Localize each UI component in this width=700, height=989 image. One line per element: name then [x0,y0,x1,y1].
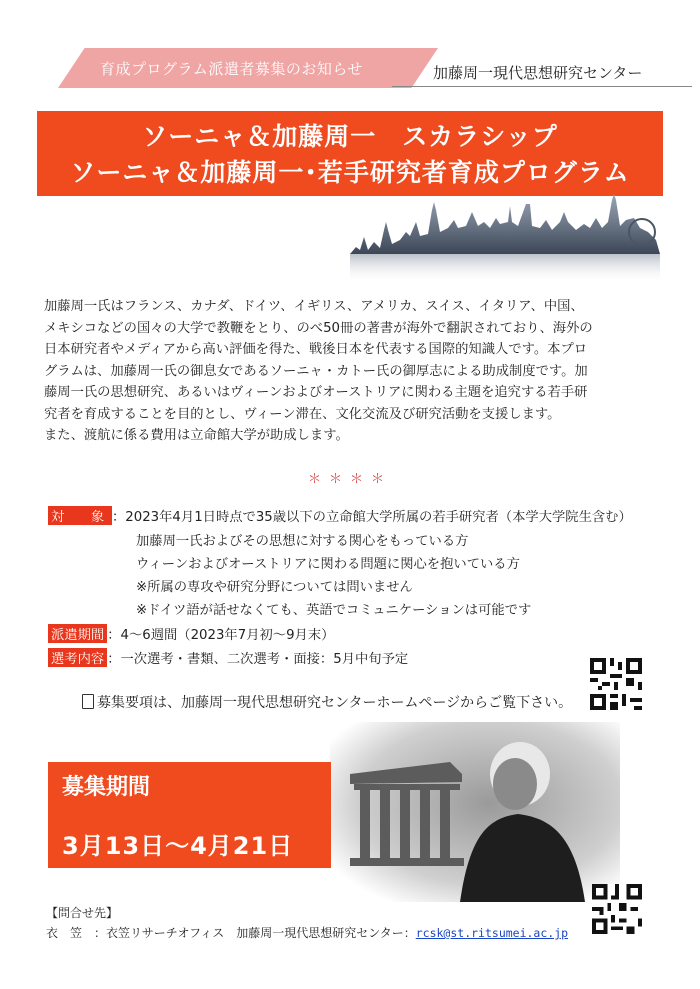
intro-line: メキシコなどの国々の大学で教鞭をとり、のべ50冊の著書が海外で翻訳されており、海外の [44,320,593,336]
selection-label: 選考内容 [48,648,107,667]
kato-portrait-photo [330,722,620,902]
section-separator: ＊＊＊＊ [307,472,392,487]
selection-value: ：一次選考・書類、二次選考・面接：5月中旬予定 [107,652,409,667]
title-line-1: ソーニャ＆加藤周一 スカラシップ [142,122,558,151]
target-item: ウィーンおよびオーストリアに関わる問題に関心を抱いている方 [136,557,520,572]
header-org: 加藤周一現代思想研究センター [433,64,643,82]
dispatch-value: ：4～6週間（2023年7月初～9月末） [107,628,335,643]
notice-text: 募集要項は、加藤周一現代思想研究センターホームページからご覧下さい。 [97,695,573,711]
target-row [48,506,632,525]
target-label: 対 象 [48,506,112,525]
contact-campus: 衣 笠 ：衣笠リサーチオフィス 加藤周一現代思想研究センター： [46,926,416,940]
target-value: ：2023年4月1日時点で35歳以下の立命館大学所属の若手研究者（本学大学院生含む） [112,510,632,525]
title-line-2: ソーニャ＆加藤周一･若手研究者育成プログラム [70,158,630,187]
dispatch-label: 派遣期間 [48,624,107,643]
intro-line: 加藤周一氏はフランス、カナダ、ドイツ、イギリス、アメリカ、スイス、イタリア、中国、 [44,299,584,314]
document-icon [82,694,94,709]
intro-line: また、渡航に係る費用は立命館大学が助成します。 [44,428,349,443]
period-dates: 3月13日～4月21日 [62,832,294,860]
contact-row [46,924,568,941]
dispatch-row [48,624,334,643]
header-tag: 育成プログラム派遣者募集のお知らせ [100,60,363,78]
intro-paragraph [44,296,660,447]
contact-heading: 【問合せ先】 [46,906,119,920]
intro-line: 藤周一氏の思想研究、あるいはヴィーンおよびオーストリアに関わる主題を追究する若手研 [44,385,588,400]
target-item: ※ドイツ語が話せなくても、英語でコミュニケーションは可能です [136,603,532,618]
intro-line: 究者を育成することを目的とし、ヴィーン滞在、文化交流及び研究活動を支援します。 [44,406,561,422]
selection-row [48,648,408,667]
qr-code-contact[interactable] [592,884,642,934]
qr-code-homepage[interactable] [590,658,642,710]
notice-row [82,692,572,712]
intro-line: グラムは、加藤周一氏の御息女であるソーニャ・カトー氏の御厚志による助成制度です。加 [44,363,588,379]
intro-line: 日本研究者やメディアから高い評価を得た、戦後日本を代表する国際的知識人です。本プロ [44,342,588,357]
period-label: 募集期間 [62,775,151,800]
contact-email-link[interactable]: rcsk@st.ritsumei.ac.jp [415,926,569,940]
header-divider [392,86,692,87]
vienna-skyline-image [350,192,660,287]
target-item: 加藤周一氏およびその思想に対する関心をもっている方 [136,534,469,549]
target-item: ※所属の専攻や研究分野については問いません [136,580,413,595]
